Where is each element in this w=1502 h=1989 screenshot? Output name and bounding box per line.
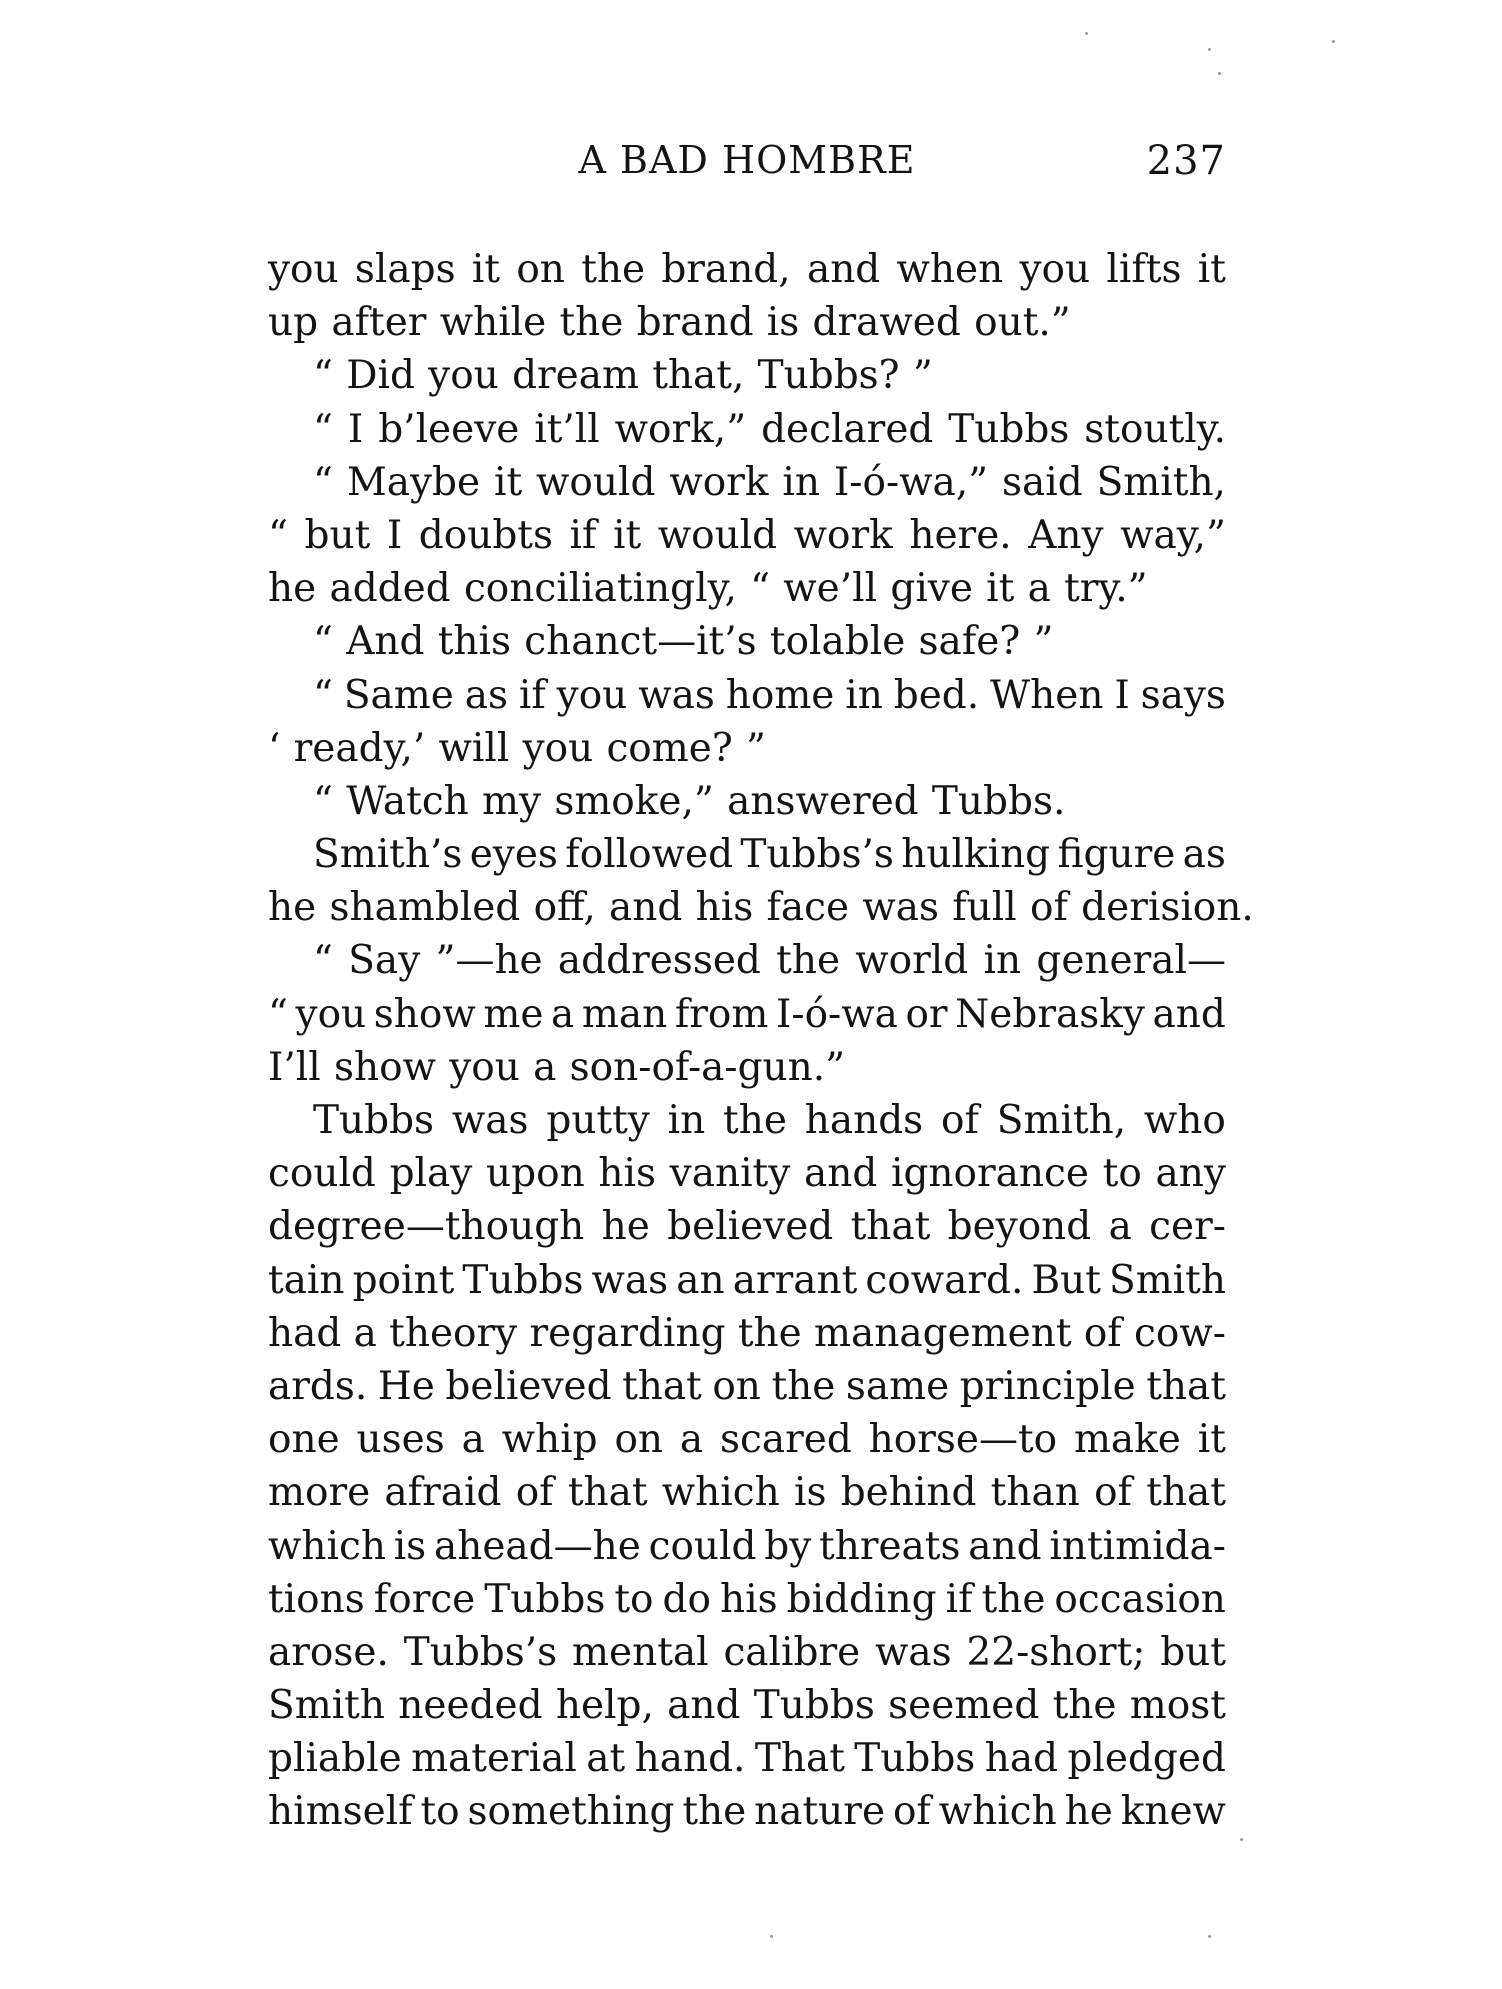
text-word: world bbox=[855, 938, 969, 984]
text-line bbox=[268, 615, 1226, 668]
text-word: way,” bbox=[1120, 512, 1226, 558]
text-word: out.” bbox=[974, 300, 1071, 346]
text-word: he bbox=[1064, 1789, 1113, 1835]
text-word: arose. bbox=[268, 1629, 389, 1675]
text-word: ” bbox=[912, 353, 933, 399]
text-word: brand bbox=[636, 300, 754, 346]
text-word: this bbox=[437, 619, 511, 665]
text-word: Tubbs’s bbox=[740, 832, 894, 878]
text-line bbox=[268, 296, 1226, 349]
text-word: slaps bbox=[354, 247, 456, 292]
text-word: eyes bbox=[469, 832, 558, 878]
text-word: of bbox=[1029, 885, 1068, 931]
text-word: threats bbox=[819, 1523, 961, 1569]
text-word: or bbox=[905, 991, 948, 1037]
text-line bbox=[268, 1147, 1226, 1200]
text-word: figure bbox=[1057, 832, 1176, 878]
text-word: and bbox=[806, 247, 881, 292]
text-word: is bbox=[766, 300, 800, 346]
text-word: that bbox=[1146, 1470, 1226, 1516]
text-word: you bbox=[1019, 247, 1091, 292]
text-word: you bbox=[449, 1044, 520, 1090]
text-word: point bbox=[352, 1257, 455, 1303]
text-word: material bbox=[411, 1736, 577, 1782]
text-word: b’leeve bbox=[378, 406, 520, 452]
text-word: man bbox=[581, 991, 668, 1037]
text-word: was bbox=[638, 672, 715, 718]
text-word: that, bbox=[652, 353, 745, 399]
text-word: that bbox=[850, 1204, 931, 1250]
text-word: than bbox=[990, 1470, 1080, 1516]
text-word: general— bbox=[1036, 938, 1226, 984]
text-word: the bbox=[1052, 1683, 1117, 1729]
text-word: derision. bbox=[1081, 885, 1254, 931]
text-word: Smith bbox=[268, 1683, 385, 1729]
running-head bbox=[268, 138, 1226, 190]
text-word: Smith, bbox=[1096, 459, 1226, 505]
text-word: something bbox=[467, 1789, 675, 1835]
text-word: work bbox=[793, 512, 893, 558]
body-text bbox=[268, 243, 1254, 1839]
text-word: force bbox=[373, 1576, 476, 1622]
text-line bbox=[268, 1573, 1226, 1626]
text-word: That bbox=[754, 1736, 845, 1782]
text-line bbox=[268, 934, 1226, 987]
text-word: on bbox=[516, 247, 565, 292]
text-word: answered bbox=[727, 778, 919, 824]
text-word: bed. bbox=[893, 672, 980, 718]
text-word: home bbox=[725, 672, 835, 718]
text-word: if bbox=[518, 672, 546, 718]
scan-speck bbox=[1240, 1838, 1243, 1841]
text-word: intimida- bbox=[1049, 1523, 1226, 1569]
text-word: “ bbox=[313, 406, 333, 452]
text-word: the bbox=[559, 300, 624, 346]
text-word: and bbox=[968, 1523, 1042, 1569]
text-word: help, bbox=[555, 1683, 654, 1729]
text-word: ards. bbox=[268, 1363, 368, 1409]
text-word: most bbox=[1129, 1683, 1226, 1729]
scan-speck bbox=[770, 1935, 773, 1938]
text-word: it bbox=[1197, 1417, 1226, 1463]
text-word: had bbox=[268, 1310, 342, 1356]
text-word: himself bbox=[268, 1789, 413, 1835]
text-word: of bbox=[892, 1789, 931, 1835]
text-word: the bbox=[981, 1576, 1046, 1622]
text-word: his bbox=[720, 1576, 778, 1622]
text-word: I-ó-wa,” bbox=[833, 459, 989, 505]
text-word: seemed bbox=[888, 1683, 1040, 1729]
text-word: a bbox=[551, 991, 575, 1037]
text-word: any bbox=[1155, 1151, 1226, 1197]
text-word: at bbox=[586, 1736, 626, 1782]
text-word: Say bbox=[348, 938, 421, 984]
text-word: his bbox=[598, 1151, 656, 1197]
text-line bbox=[268, 403, 1226, 456]
text-word: my bbox=[482, 778, 542, 824]
text-word: when bbox=[896, 247, 1004, 292]
text-word: pledged bbox=[1067, 1736, 1226, 1782]
text-line bbox=[268, 349, 1226, 402]
text-word: he bbox=[268, 885, 317, 931]
text-word: the bbox=[723, 1098, 787, 1143]
text-word: nature bbox=[754, 1789, 886, 1835]
text-word: I bbox=[1114, 672, 1130, 718]
text-word: here. bbox=[909, 512, 1012, 558]
text-word: safe? bbox=[918, 619, 1021, 665]
scan-speck bbox=[1332, 40, 1335, 43]
text-word: come? bbox=[606, 725, 733, 771]
text-word: Same bbox=[343, 672, 454, 718]
text-word: do bbox=[662, 1576, 711, 1622]
text-line bbox=[268, 1307, 1226, 1360]
text-word: hulking bbox=[901, 832, 1051, 878]
text-word: ”—he bbox=[435, 938, 543, 984]
text-word: if bbox=[569, 512, 597, 558]
text-line bbox=[268, 562, 1226, 615]
text-word: tions bbox=[268, 1576, 365, 1622]
text-word: his bbox=[695, 885, 754, 931]
text-line bbox=[268, 1732, 1226, 1785]
text-word: Tubbs bbox=[854, 1736, 976, 1782]
text-word: it bbox=[613, 512, 642, 558]
text-line bbox=[268, 988, 1226, 1041]
text-word: I-ó-wa bbox=[775, 991, 898, 1037]
text-word: could bbox=[268, 1151, 376, 1197]
text-word: cer- bbox=[1149, 1204, 1226, 1250]
text-word: shambled bbox=[329, 885, 521, 931]
text-word: work bbox=[669, 459, 769, 505]
text-word: Did bbox=[346, 353, 415, 399]
text-word: Smith bbox=[1108, 1257, 1226, 1303]
text-word: same bbox=[845, 1363, 950, 1409]
text-word: tolable bbox=[769, 619, 906, 665]
text-word: is bbox=[393, 1523, 427, 1569]
text-line bbox=[268, 1254, 1226, 1307]
text-word: on bbox=[614, 1417, 664, 1463]
text-word: calibre bbox=[723, 1629, 861, 1675]
text-word: but bbox=[1160, 1629, 1226, 1675]
text-word: bidding bbox=[786, 1576, 937, 1622]
text-word: a bbox=[1027, 566, 1051, 612]
text-word: Tubbs? bbox=[757, 353, 900, 399]
text-word: full bbox=[952, 885, 1017, 931]
text-word: dream bbox=[512, 353, 639, 399]
text-word: show bbox=[334, 1044, 436, 1090]
text-word: stoutly. bbox=[1084, 406, 1226, 452]
text-word: Tubbs bbox=[313, 1098, 435, 1143]
text-word: Tubbs. bbox=[931, 778, 1066, 824]
text-word: if bbox=[945, 1576, 973, 1622]
text-word: regarding bbox=[529, 1310, 726, 1356]
text-word: was bbox=[875, 1629, 952, 1675]
text-word: hand. bbox=[634, 1736, 746, 1782]
text-word: could bbox=[648, 1523, 757, 1569]
text-line bbox=[268, 1041, 1226, 1094]
text-word: ahead—he bbox=[433, 1523, 641, 1569]
text-word: of bbox=[941, 1098, 979, 1143]
text-word: a bbox=[353, 1310, 377, 1356]
text-word: will bbox=[438, 725, 510, 771]
text-word: says bbox=[1140, 672, 1226, 718]
scan-speck bbox=[1208, 48, 1211, 51]
text-word: I’ll bbox=[268, 1044, 321, 1090]
text-word: addressed bbox=[557, 938, 761, 984]
text-word: tain bbox=[268, 1257, 345, 1303]
text-word: But bbox=[1031, 1257, 1101, 1303]
text-line bbox=[268, 509, 1226, 562]
text-word: it’ll bbox=[534, 406, 600, 452]
text-line bbox=[268, 243, 1226, 296]
text-word: And bbox=[346, 619, 425, 665]
text-line bbox=[268, 828, 1226, 881]
page-number: 237 bbox=[1146, 138, 1226, 184]
text-word: I bbox=[386, 512, 403, 558]
text-word: that bbox=[1146, 1363, 1226, 1409]
text-word: conciliatingly, bbox=[463, 566, 737, 612]
text-word: as bbox=[1182, 832, 1226, 878]
text-line bbox=[268, 1094, 1226, 1147]
text-word: is bbox=[793, 1470, 827, 1516]
text-word: afraid bbox=[384, 1470, 502, 1516]
text-word: while bbox=[439, 300, 547, 346]
text-word: he bbox=[601, 1204, 650, 1250]
text-word: we’ll bbox=[783, 566, 878, 612]
text-word: he bbox=[268, 566, 317, 612]
text-word: declared bbox=[761, 406, 934, 452]
text-word: knew bbox=[1120, 1789, 1226, 1835]
text-word: I bbox=[347, 406, 364, 452]
text-word: of bbox=[1094, 1470, 1132, 1516]
text-word: When bbox=[990, 672, 1104, 718]
text-word: cow- bbox=[1134, 1310, 1226, 1356]
text-word: “ bbox=[268, 991, 288, 1037]
text-word: try.” bbox=[1064, 566, 1148, 612]
text-word: “ bbox=[313, 619, 333, 665]
text-word: which bbox=[268, 1523, 386, 1569]
text-word: horse—to bbox=[868, 1417, 1058, 1463]
text-line bbox=[268, 881, 1254, 934]
text-word: more bbox=[268, 1470, 371, 1516]
text-word: of bbox=[1083, 1310, 1122, 1356]
text-word: brand, bbox=[661, 247, 791, 292]
text-word: the bbox=[776, 938, 841, 984]
text-word: as bbox=[464, 672, 508, 718]
text-word: it bbox=[986, 566, 1015, 612]
text-word: the bbox=[581, 247, 646, 292]
text-word: occasion bbox=[1054, 1576, 1226, 1622]
text-word: ready,’ bbox=[293, 725, 426, 771]
text-line bbox=[268, 1679, 1226, 1732]
text-word: would bbox=[657, 512, 778, 558]
text-word: in bbox=[782, 459, 820, 505]
text-line bbox=[268, 1466, 1226, 1519]
text-word: scared bbox=[719, 1417, 852, 1463]
text-word: off, bbox=[533, 885, 596, 931]
text-word: was bbox=[591, 1257, 669, 1303]
text-word: it bbox=[1197, 247, 1226, 292]
text-word: Smith, bbox=[996, 1098, 1127, 1143]
text-word: in bbox=[845, 672, 883, 718]
text-word: after bbox=[331, 300, 427, 346]
text-word: which bbox=[938, 1789, 1057, 1835]
text-word: it bbox=[494, 459, 523, 505]
text-word: face bbox=[766, 885, 850, 931]
text-word: ‘ bbox=[268, 725, 281, 771]
text-word: in bbox=[983, 938, 1022, 984]
scan-speck bbox=[1208, 1935, 1211, 1938]
text-word: me bbox=[483, 991, 544, 1037]
text-word: in bbox=[667, 1098, 706, 1143]
text-line bbox=[268, 1413, 1226, 1466]
text-line bbox=[268, 775, 1226, 828]
text-word: principle bbox=[959, 1363, 1136, 1409]
text-word: that bbox=[622, 1363, 702, 1409]
text-word: by bbox=[764, 1523, 812, 1569]
text-word: believed bbox=[445, 1363, 612, 1409]
text-word: Tubbs bbox=[948, 406, 1070, 452]
text-word: a bbox=[533, 1044, 557, 1090]
text-word: Tubbs bbox=[753, 1683, 875, 1729]
text-word: ” bbox=[1033, 619, 1054, 665]
text-word: that bbox=[567, 1470, 648, 1516]
text-word: believed bbox=[667, 1204, 834, 1250]
text-word: to bbox=[420, 1789, 460, 1835]
text-word: putty bbox=[546, 1098, 650, 1143]
text-word: up bbox=[268, 300, 319, 346]
text-word: to bbox=[1102, 1151, 1142, 1197]
text-word: needed bbox=[398, 1683, 543, 1729]
text-word: from bbox=[674, 991, 769, 1037]
text-word: ignorance bbox=[890, 1151, 1089, 1197]
text-line bbox=[268, 456, 1226, 509]
text-word: a bbox=[461, 1417, 485, 1463]
text-word: the bbox=[682, 1789, 747, 1835]
text-word: on bbox=[712, 1363, 761, 1409]
text-word: Maybe bbox=[346, 459, 481, 505]
text-word: chanct—it’s bbox=[524, 619, 757, 665]
text-word: work,” bbox=[614, 406, 747, 452]
text-word: “ bbox=[313, 938, 333, 984]
text-word: and bbox=[803, 1151, 878, 1197]
text-word: son-of-a-gun.” bbox=[569, 1044, 846, 1090]
text-word: an bbox=[676, 1257, 725, 1303]
text-word: 22-short; bbox=[966, 1629, 1146, 1675]
text-word: and bbox=[667, 1683, 741, 1729]
text-line bbox=[268, 669, 1226, 722]
text-word: Tubbs bbox=[484, 1576, 606, 1622]
text-word: added bbox=[329, 566, 451, 612]
text-word: but bbox=[304, 512, 371, 558]
text-word: “ bbox=[313, 672, 333, 718]
text-word: Any bbox=[1028, 512, 1104, 558]
text-word: degree—though bbox=[268, 1204, 585, 1250]
text-word: give bbox=[890, 566, 973, 612]
scan-speck bbox=[1085, 32, 1088, 35]
text-word: lifts bbox=[1106, 247, 1182, 292]
text-line bbox=[268, 1520, 1226, 1573]
text-word: had bbox=[984, 1736, 1059, 1782]
text-word: upon bbox=[486, 1151, 585, 1197]
text-line bbox=[268, 722, 1226, 775]
text-line bbox=[268, 1626, 1226, 1679]
text-word: you bbox=[556, 672, 628, 718]
text-word: the bbox=[771, 1363, 836, 1409]
text-word: pliable bbox=[268, 1736, 402, 1782]
text-word: “ bbox=[750, 566, 771, 612]
text-word: who bbox=[1143, 1098, 1226, 1143]
text-word: “ bbox=[313, 778, 333, 824]
text-word: mental bbox=[572, 1629, 709, 1675]
text-word: Tubbs’s bbox=[403, 1629, 558, 1675]
text-word: you bbox=[295, 991, 367, 1037]
text-word: Watch bbox=[346, 778, 469, 824]
text-word: hands bbox=[804, 1098, 924, 1143]
text-word: and bbox=[1152, 991, 1226, 1037]
text-word: ” bbox=[746, 725, 766, 771]
text-word: make bbox=[1073, 1417, 1181, 1463]
text-word: play bbox=[389, 1151, 473, 1197]
text-word: “ bbox=[313, 353, 333, 399]
text-word: arrant bbox=[732, 1257, 858, 1303]
text-word: you bbox=[522, 725, 594, 771]
text-word: Tubbs bbox=[462, 1257, 584, 1303]
text-word: you bbox=[268, 247, 339, 292]
text-word: which bbox=[661, 1470, 780, 1516]
text-word: beyond bbox=[947, 1204, 1092, 1250]
text-word: one bbox=[268, 1417, 340, 1463]
text-word: coward. bbox=[865, 1257, 1024, 1303]
text-word: “ bbox=[313, 459, 333, 505]
text-word: followed bbox=[565, 832, 734, 878]
text-line bbox=[268, 1785, 1226, 1838]
text-word: uses bbox=[356, 1417, 445, 1463]
text-word: “ bbox=[268, 512, 288, 558]
text-word: was bbox=[451, 1098, 529, 1143]
text-word: He bbox=[377, 1363, 435, 1409]
text-line bbox=[268, 1200, 1226, 1253]
running-title: A BAD HOMBRE bbox=[578, 138, 916, 182]
text-word: the bbox=[737, 1310, 802, 1356]
text-word: you bbox=[428, 353, 499, 399]
text-line bbox=[268, 1360, 1226, 1413]
text-word: vanity bbox=[669, 1151, 791, 1197]
text-word: whip bbox=[501, 1417, 598, 1463]
text-word: was bbox=[862, 885, 939, 931]
text-word: a bbox=[1108, 1204, 1132, 1250]
text-word: theory bbox=[389, 1310, 518, 1356]
text-word: of bbox=[515, 1470, 554, 1516]
text-word: behind bbox=[840, 1470, 977, 1516]
text-word: Smith’s bbox=[313, 832, 463, 878]
text-word: management bbox=[814, 1310, 1072, 1356]
text-word: doubts bbox=[418, 512, 553, 558]
text-word: drawed bbox=[812, 300, 961, 346]
text-word: to bbox=[614, 1576, 654, 1622]
text-word: and bbox=[609, 885, 683, 931]
text-word: show bbox=[373, 991, 476, 1037]
text-word: said bbox=[1001, 459, 1083, 505]
text-word: Nebrasky bbox=[955, 991, 1145, 1037]
text-word: would bbox=[536, 459, 656, 505]
text-word: smoke,” bbox=[554, 778, 714, 824]
scan-speck bbox=[1218, 72, 1221, 75]
text-word: it bbox=[471, 247, 501, 292]
text-word: a bbox=[679, 1417, 704, 1463]
